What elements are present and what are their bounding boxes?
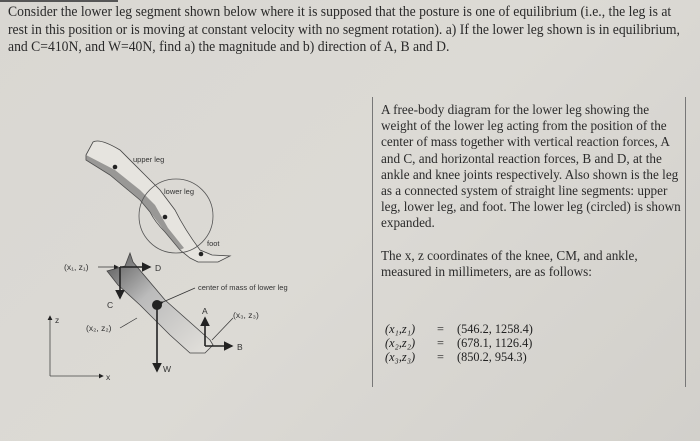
caption-description: A free-body diagram for the lower leg showing the weight of the lower leg acting from the position of the center of mass together with vertical reaction forces, A and C, and horizontal reaction forces, B and D, at the ankle and knee joints respectively. Also shown is the leg as a connected system of straight line segments: upper leg, lower leg, and foot. The lower leg (circled) is shown expanded. [381,102,681,231]
label-force-c: C [107,300,114,310]
coord-row-cm: (x₂,z₂) = (678.1, 1126.4) [385,336,533,350]
coord-row-ankle: (x₃,z₃) = (850.2, 954.3) [385,350,527,364]
label-axis-x: x [106,372,111,382]
label-lower-leg: lower leg [164,187,195,196]
foot-cm-dot [199,252,204,257]
coords-intro: The x, z coordinates of the knee, CM, and ankle, measured in millimeters, are as follows: [381,247,638,279]
label-ankle-point: (x₃, z₃) [233,310,259,320]
label-foot: foot [207,239,220,248]
label-force-w: W [163,364,172,374]
caption-box [372,97,686,387]
label-center-of-mass: center of mass of lower leg [198,283,288,292]
coords-list [385,322,533,364]
problem-statement: Consider the lower leg segment shown below where it is supposed that the posture is one of equilibrium (i.e., the leg is at rest in this position or is moving at constant velocity with no segment rotation). a) If the lower leg shown is in equilibrium, and C=410N, and W=40N, find a) the magnitude and b) direction of A, B and D. [8,3,680,55]
label-knee-point: (x₁, z₁) [64,262,89,272]
label-upper-leg: upper leg [133,155,165,164]
coord-row-knee: (x₁,z₁) = (546.2, 1258.4) [385,322,533,336]
lower-leg-cm-dot [163,215,168,220]
label-axis-z: z [55,315,60,325]
upper-leg-cm-dot [113,165,118,170]
label-force-a: A [202,306,208,316]
label-force-b: B [237,342,243,352]
label-force-d: D [155,263,162,273]
label-cm-point: (x₂, z₂) [86,323,112,333]
